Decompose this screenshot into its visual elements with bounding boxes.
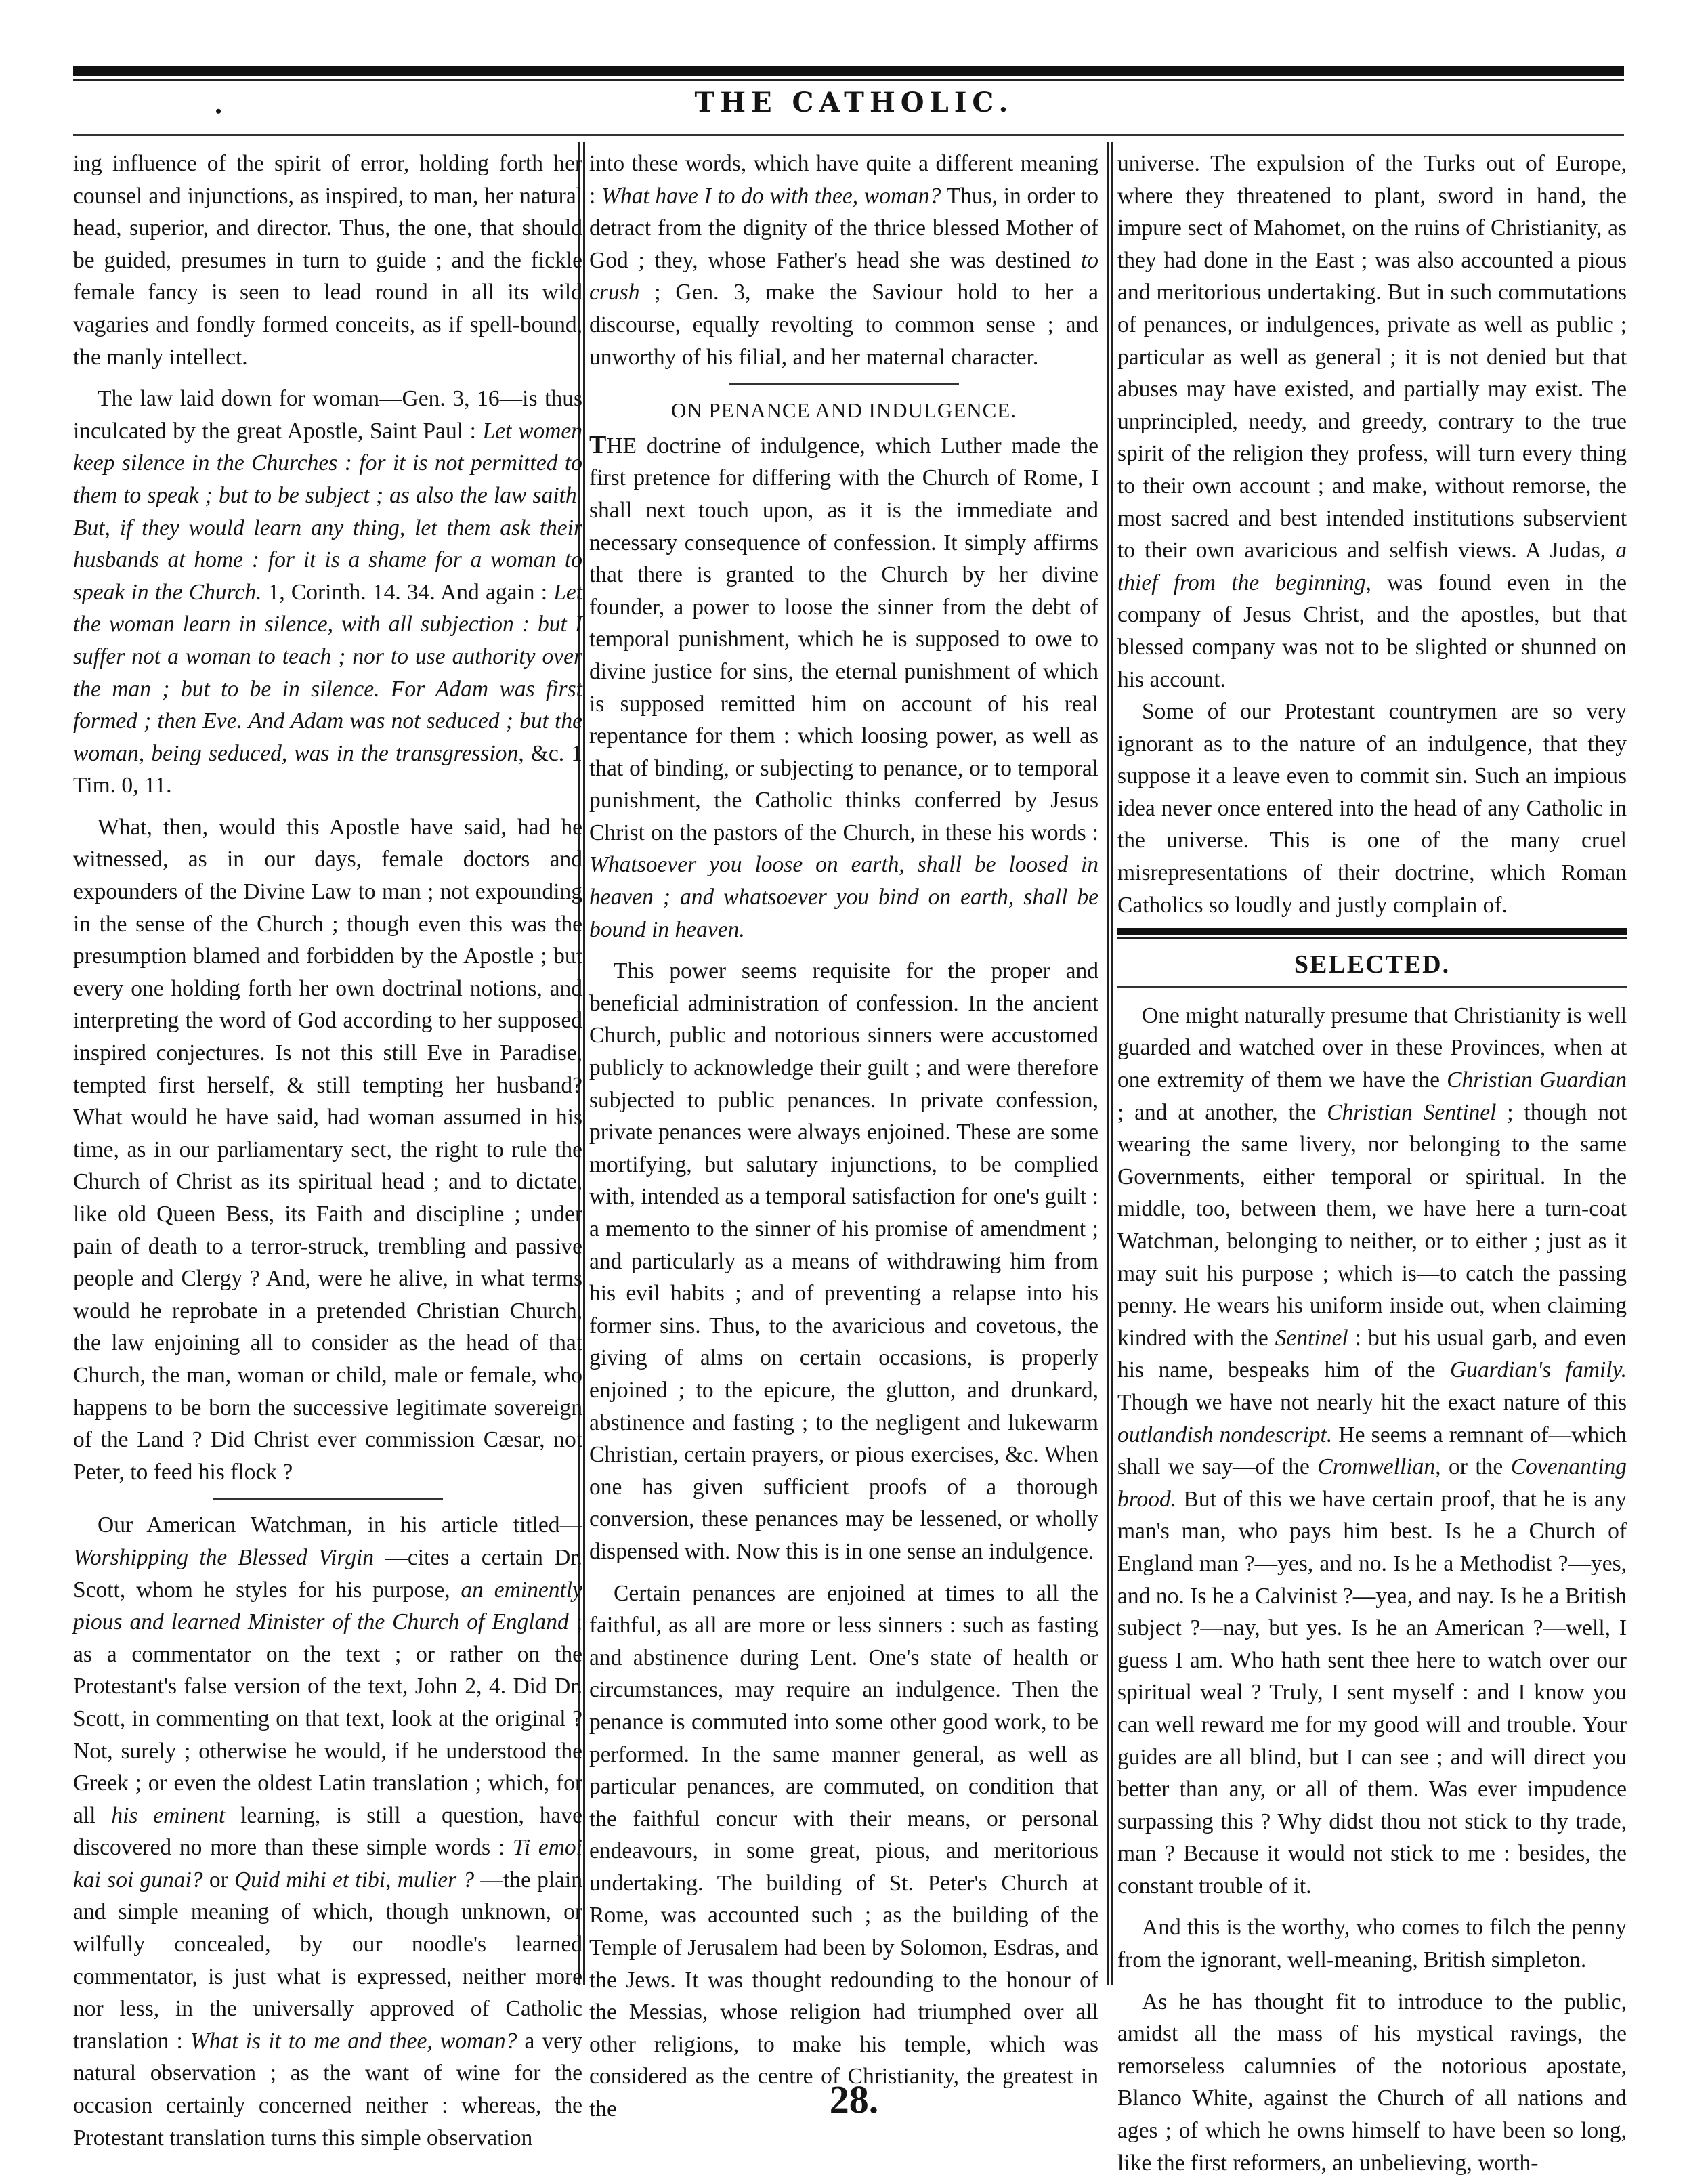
text: 1, Corinth. 14. 34. And again : (268, 579, 548, 605)
masthead-title: THE CATHOLIC. (694, 87, 1014, 119)
text: or the (1448, 1454, 1503, 1480)
text: into these words, which have quite a different meaning : (589, 151, 1098, 209)
text: ; Gen. 3, make the Saviour hold to her a discourse, equally revolting to common sense ; and unworthy of his filial, and her maternal character. (589, 280, 1099, 370)
text: was found even in the company of Jesus Christ, and the apostles, but that blessed company was not to be slighted or shunned on his account. (1117, 570, 1627, 692)
initial-letter: T (589, 430, 607, 459)
quotation: Whatsoever you loose on earth, shall be loosed in heaven ; and whatsoever you bind on earth, shall be bound in heaven. (589, 852, 1098, 942)
quotation: What have I to do with thee, woman? (601, 183, 941, 209)
column-2 (589, 148, 1098, 2125)
paragraph: Some of our Protestant countrymen are so very ignorant as to the nature of an indulgence, that they suppose it a leave even to commit sin. Such an impious idea never once entered into the head of any Catholic in the universe. This is one of the many cruel misrepresentations of their doctrine, which Roman Catholics so loudly and justly complain of. (1117, 699, 1627, 918)
quotation: What is it to me and thee, woman? (190, 2028, 517, 2054)
quotation: Let women keep silence in the Churches : for it is not permitted to them to speak ; but to be subject ; as also the law saith. But, if they would learn any thing, let them ask their husbands at home : for it is a shame for a woman to speak in the Church. (73, 418, 583, 605)
emphasis: Cromwellian, (1317, 1454, 1441, 1480)
emphasis: Covenanting brood. (1117, 1454, 1627, 1512)
section-heading-selected: SELECTED. (1294, 950, 1451, 979)
text: learning, is still a question, have discovered no more than these simple words : (73, 1802, 582, 1861)
quotation: Let the woman learn in silence, with all subjection : but I suffer not a woman to teach ; nor to use authority over the man ; but to be in silence. For Adam was first formed ; then Eve. And Adam was not seduced ; but the woman, being seduced, was in the transgression, (73, 579, 583, 766)
text: —the plain and simple meaning of which, though unknown, or wilfully concealed, by our noodle's learned commentator, is just what is expressed, neither more nor less, in the universally approved of Catholic translation : (73, 1867, 583, 2054)
emphasis: outlandish nondescript. (1117, 1422, 1333, 1447)
column-3 (1117, 148, 1627, 2179)
paragraph: What, then, would this Apostle have said, had he witnessed, as in our days, female doctors and expounders of the Divine Law to man ; not expounding in the sense of the Church ; though even this was the presumption blamed and forbidden by the Apostle ; but every one holding forth her own doctrinal notions, and interpreting the word of God according to her supposed inspired conjectures. Is not this still Eve in Paradise, tempted first herself, & still tempting her husband? What would he have said, had woman assumed in his time, as in our parliamentary sect, the right to rule the Church of Christ as its spiritual head ; and to dictate, like old Queen Bess, its Faith and discipline ; under pain of death to a terror-struck, trembling and passive people and Clergy ? And, were he alive, in what terms would he reprobate in a pretended Christian Church, the law enjoining all to consider as the head of that Church, the man, woman or child, male or female, who happens to be born the successive legitimate sovereign of the Land ? Did Christ ever commission Cæsar, not Peter, to feed his flock ? (73, 814, 582, 1485)
paragraph (73, 1509, 582, 2154)
paragraph: This power seems requisite for the proper and beneficial administration of confession. In the ancient Church, public and notorious sinners were accustomed publicly to acknowledge their guilt ; and were therefore subjected to public penances. In private confession, private penances were always enjoined. These are some mortifying, but salutary injunctions, to be complied with, intended as a temporal satisfaction for one's guilt : a memento to the sinner of his promise of amendment ; and particularly as a means of withdrawing him from his evil habits ; and of preventing a relapse into his former sins. Thus, to the avaricious and covetous, the giving of alms on certain occasions, is properly enjoined ; to the epicure, the glutton, and drunkard, abstinence and fasting ; to the negligent and lukewarm Christian, certain prayers, or pious exercises, &c. When one has given sufficient proofs of a thorough conversion, these penances may be lessened, or wholly dispensed with. Now this is in one sense an indulgence. (589, 958, 1098, 1564)
text: Though we have not nearly hit the exact nature of this (1117, 1389, 1627, 1415)
paragraph (1117, 148, 1627, 696)
publication-name: Christian Guardian (1447, 1067, 1627, 1093)
text: a very natural observation ; as the want of wine for the occasion certainly concerned neither : whereas, the Protestant translation turns this simple observation (73, 2028, 583, 2151)
text: : but his usual garb, and even his name, bespeaks him of the (1117, 1325, 1627, 1383)
quotation: a thief from the beginning, (1117, 538, 1627, 595)
paragraph: As he has thought fit to introduce to the public, amidst all the mass of his mystical ravings, the remorseless calumnies of the notorious apostate, Blanco White, against the Church of all nations and ages ; of which he owns himself to have been so long, like the first reformers, an unbelieving, worth- (1117, 1989, 1627, 2176)
text: ; and at another, the (1117, 1099, 1317, 1125)
text: The law laid down for woman—Gen. 3, 16—is thus inculcated by the great Apostle, Saint Paul : (73, 386, 582, 444)
text: One might naturally presume that Christianity is well guarded and watched over in these Provinces, when at one extremity of them we have the (1117, 1002, 1627, 1093)
text: He seems a remnant of—which shall we say—of the (1117, 1422, 1627, 1480)
paragraph: Certain penances are enjoined at times to all the faithful, as all are more or less sinners : such as fasting and abstinence during Lent. One's state of health or circumstances, may require an indulgence. Then the penance is commuted into some other good work, to be performed. In the same manner general, as well as particular penances, are commuted, on condition that the faithful concur with their means, or personal endeavours, in some great, pious, and meritorious undertaking. The building of St. Peter's Church at Rome, was accounted such ; as the building of the Temple of Jerusalem had been by Solomon, Esdras, and the Jews. It was thought redounding to the honour of the Messias, whose religion had triumphed over all other religions, to make his temple, which was considered as the centre of Christianity, the greatest in the (589, 1580, 1098, 2122)
paragraph: ing influence of the spirit of error, holding forth her counsel and injunctions, as inspired, to man, her natural head, superior, and director. Thus, the one, that should be guided, presumes in turn to guide ; and the fickle female fancy is seen to lead round in all its wild vagaries and fondly formed conceits, as if spell-bound, the manly intellect. (73, 151, 582, 370)
text: HE doctrine of indulgence, which Luther made the first pretence for differing with the Church of Rome, I shall next touch upon, as it is the immediate and necessary consequence of confession. It simply affirms that there is granted to the Church by her divine founder, a power to loose the sinner from the debt of temporal punishment, which he is supposed to owe to divine justice for sins, the eternal punishment of which is supposed remitted him on account of his real repentance for them : which loosing power, as well as that of binding, or subjecting to penance, or to temporal punishment, the Catholic thinks conferred by Jesus Christ on the pastors of the Church, in these his words : (589, 433, 1098, 845)
text: —cites a certain Dr. Scott, whom he styles for his purpose, (73, 1544, 582, 1603)
greek-quote: Ti emoi kai soi gunai? (73, 1835, 582, 1892)
masthead-mark: • (215, 102, 222, 121)
top-heavy-rule (73, 66, 1624, 76)
emphasis: to crush (589, 247, 1098, 305)
section-heavy-rule (1117, 928, 1627, 935)
latin-quote: Quid mihi et tibi, mulier ? (234, 1867, 475, 1892)
text: ; though not wearing the same livery, nor belonging to the same Governments, either temporal or spiritual. In the middle, too, between them, we have here a turn-coat Watchman, belonging to neither, or to either ; just as it may suit his purpose ; which is—to catch the passing penny. He wears his uniform inside out, when claiming kindred with the (1117, 1099, 1627, 1351)
paragraph (589, 429, 1098, 946)
text: universe. The expulsion of the Turks out of Europe, where they threatened to plant, sword in hand, the impure sect of Mahomet, on the ruins of Christianity, as they had done in the East ; was also accounted a pious and meritorious undertaking. But in such commutations of penances, or indulgences, private as well as public ; particular as well as general ; it is not denied but that abuses may have existed, and partially may exist. The unprincipled, needy, and greedy, contrary to the true spirit of the religion they profess, will turn every thing to their own account ; and make, without remorse, the most sacred and best intended institutions subservient to their own avaricious and selfish views. A Judas, (1117, 151, 1627, 564)
publication-name: Sentinel (1275, 1325, 1348, 1351)
paragraph (73, 383, 582, 802)
top-thin-rule (73, 79, 1624, 81)
emphasis: his eminent (111, 1802, 226, 1828)
text: But of this we have certain proof, that he is any man's man, who pays him best. Is he a Church of England man ?—yes, and no. Is he a Methodist ?—yes, and no. Is he a Calvinist ?—yea, and nay. Is he a British subject ?—nay, but yes. Is he an American ?—well, I guess I am. Who hath sent thee here to watch over our spiritual weal ? Truly, I sent myself : and I know you can well reward me for my good will and trouble. Your guides are all blind, but I can see ; and will direct you better than any, or all of them. Was ever impudence surpassing this ? Why didst thou not stick to thy trade, man ? Because it would not stick to me : besides, the constant trouble of it. (1117, 1486, 1627, 1899)
section-rule (213, 1498, 443, 1500)
text: or (209, 1867, 228, 1892)
section-rule (729, 383, 959, 385)
section-heading: ON PENANCE AND INDULGENCE. (671, 398, 1017, 423)
heading-rule (1117, 986, 1627, 988)
text: &c. 1 Tim. 0, 11. (73, 740, 582, 799)
paragraph (1117, 1000, 1627, 1903)
section-thin-rule (1117, 937, 1627, 939)
paragraph: And this is the worthy, who comes to filch the penny from the ignorant, well-meaning, British simpleton. (1117, 1915, 1627, 1973)
article-title: Worshipping the Blessed Virgin (73, 1544, 375, 1570)
paragraph (589, 148, 1098, 373)
header-rule (73, 134, 1624, 136)
column-1 (73, 148, 582, 2154)
column-separator-2 (1107, 142, 1113, 1985)
quotation: an eminently pious and learned Minister of the Church of England (73, 1577, 582, 1635)
text: Thus, in order to detract from the dignity of the thrice blessed Mother of God ; they, whose Father's head she was destined (589, 183, 1099, 273)
page-number: 28. (829, 2077, 879, 2121)
publication-name: Christian Sentinel (1327, 1099, 1497, 1125)
text: ; as a commentator on the text ; or rather on the Protestant's false version of the text, John 2, 4. Did Dr. Scott, in commenting on that text, look at the original ? Not, surely ; otherwise he would, if he understood the Greek ; or even the oldest Latin translation ; which, for all (73, 1609, 583, 1828)
emphasis: Guardian's family. (1449, 1357, 1627, 1383)
text: Our American Watchman, in his article titled— (98, 1512, 582, 1538)
